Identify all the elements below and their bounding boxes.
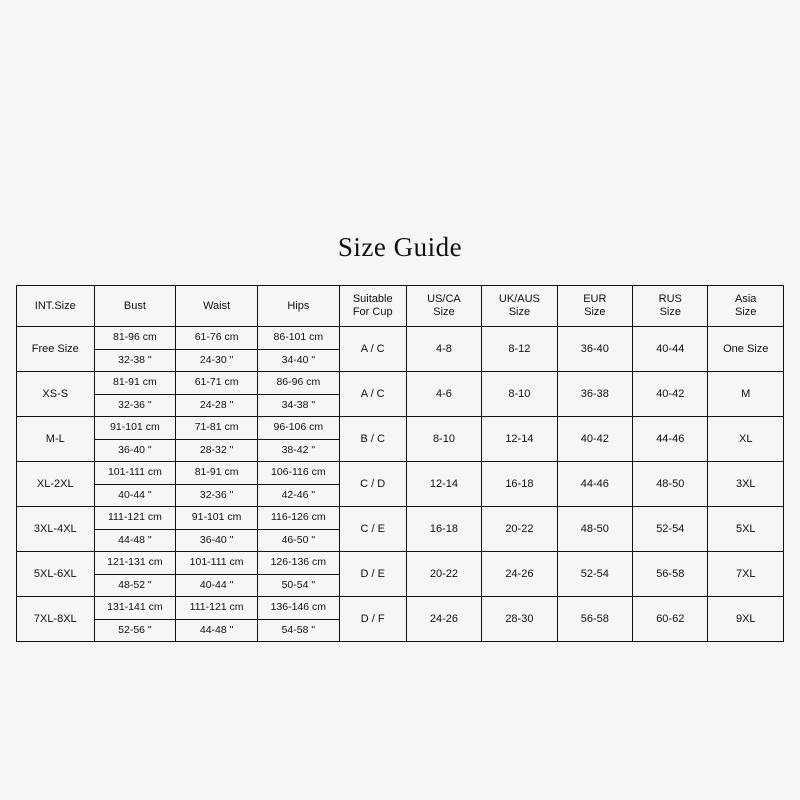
dual-value — [176, 462, 257, 506]
value-inch: 28-32 " — [199, 443, 234, 456]
column-header-label: INT.Size — [34, 299, 76, 312]
value-inch: 36-40 " — [199, 533, 234, 546]
cell-int-size: 3XL-4XL — [17, 507, 95, 552]
cell-bust — [94, 372, 176, 417]
column-header-label-line2: Size — [735, 306, 757, 318]
value-inch: 52-56 " — [118, 623, 152, 636]
cell-hips — [257, 417, 339, 462]
dual-value — [95, 372, 176, 416]
cell-waist — [176, 597, 258, 642]
cell-rus: 56-58 — [633, 552, 708, 597]
column-header-label-line2: Size — [433, 306, 455, 318]
column-header-hips — [257, 286, 339, 327]
value-inch: 34-38 " — [281, 398, 316, 411]
cell-rus: 52-54 — [633, 507, 708, 552]
column-header-label-line2: Size — [508, 306, 531, 318]
value-cm: 81-91 cm — [95, 372, 176, 395]
table-row — [17, 507, 784, 552]
dual-value — [95, 552, 176, 596]
cell-asia: XL — [708, 417, 784, 462]
value-cm: 116-126 cm — [258, 507, 339, 530]
column-header-suitable-for-cup — [339, 286, 406, 327]
cell-cup: C / D — [339, 462, 406, 507]
table-row — [17, 417, 784, 462]
table-row — [17, 462, 784, 507]
cell-us-ca: 20-22 — [406, 552, 481, 597]
cell-uk-aus: 8-12 — [482, 327, 557, 372]
cell-bust — [94, 552, 176, 597]
value-inch: 32-36 " — [199, 488, 234, 501]
value-inch: 32-38 " — [118, 353, 152, 366]
size-guide-table-wrap — [16, 285, 784, 642]
column-header-label-line2: For Cup — [352, 306, 393, 318]
cell-int-size: M-L — [17, 417, 95, 462]
cell-rus: 60-62 — [633, 597, 708, 642]
cell-hips — [257, 462, 339, 507]
value-cm: 61-71 cm — [176, 372, 257, 395]
dual-value — [258, 372, 339, 416]
page-title: Size Guide — [337, 232, 463, 262]
column-header-uk-aus-size — [482, 286, 557, 327]
cell-cup: D / E — [339, 552, 406, 597]
value-inch: 24-30 " — [199, 353, 234, 366]
column-header-label-line1: EUR — [583, 293, 607, 305]
value-cm: 101-111 cm — [95, 462, 176, 485]
cell-bust — [94, 507, 176, 552]
dual-value — [258, 462, 339, 506]
cell-int-size: Free Size — [17, 327, 95, 372]
cell-uk-aus: 20-22 — [482, 507, 557, 552]
cell-hips — [257, 597, 339, 642]
cell-uk-aus: 24-26 — [482, 552, 557, 597]
value-cm: 91-101 cm — [95, 417, 176, 440]
value-inch: 42-46 " — [281, 488, 316, 501]
cell-rus: 44-46 — [633, 417, 708, 462]
cell-eur: 48-50 — [557, 507, 632, 552]
cell-waist — [176, 462, 258, 507]
value-cm: 91-101 cm — [176, 507, 257, 530]
value-inch: 40-44 " — [118, 488, 152, 501]
dual-value — [95, 462, 176, 506]
cell-us-ca: 12-14 — [406, 462, 481, 507]
column-header-label-line1: UK/AUS — [498, 293, 540, 305]
cell-rus: 40-42 — [633, 372, 708, 417]
cell-hips — [257, 552, 339, 597]
cell-eur: 52-54 — [557, 552, 632, 597]
column-header-bust — [94, 286, 176, 327]
cell-cup: B / C — [339, 417, 406, 462]
value-inch: 44-48 " — [199, 623, 234, 636]
cell-uk-aus: 12-14 — [482, 417, 557, 462]
cell-us-ca: 24-26 — [406, 597, 481, 642]
cell-hips — [257, 327, 339, 372]
column-header-us-ca-size — [406, 286, 481, 327]
column-header-rus-size — [633, 286, 708, 327]
dual-value — [176, 372, 257, 416]
dual-value — [258, 552, 339, 596]
value-cm: 101-111 cm — [176, 552, 257, 575]
dual-value — [258, 597, 339, 641]
value-cm: 131-141 cm — [95, 597, 176, 620]
value-cm: 61-76 cm — [176, 327, 257, 350]
table-row — [17, 597, 784, 642]
cell-eur: 36-40 — [557, 327, 632, 372]
dual-value — [258, 507, 339, 551]
cell-waist — [176, 372, 258, 417]
cell-eur: 40-42 — [557, 417, 632, 462]
cell-waist — [176, 327, 258, 372]
cell-uk-aus: 8-10 — [482, 372, 557, 417]
column-header-label-line1: Asia — [735, 293, 757, 305]
cell-rus: 40-44 — [633, 327, 708, 372]
cell-uk-aus: 28-30 — [482, 597, 557, 642]
column-header-label: Waist — [203, 299, 231, 312]
cell-bust — [94, 462, 176, 507]
table-row — [17, 372, 784, 417]
value-cm: 111-121 cm — [176, 597, 257, 620]
dual-value — [258, 417, 339, 461]
value-inch: 38-42 " — [281, 443, 316, 456]
cell-eur: 56-58 — [557, 597, 632, 642]
value-cm: 71-81 cm — [176, 417, 257, 440]
cell-asia: M — [708, 372, 784, 417]
value-cm: 86-96 cm — [258, 372, 339, 395]
column-header-waist — [176, 286, 258, 327]
value-inch: 44-48 " — [118, 533, 152, 546]
cell-asia: One Size — [708, 327, 784, 372]
value-cm: 81-91 cm — [176, 462, 257, 485]
cell-asia: 3XL — [708, 462, 784, 507]
value-inch: 32-36 " — [118, 398, 152, 411]
dual-value — [176, 507, 257, 551]
size-guide-table — [16, 285, 784, 642]
cell-asia: 7XL — [708, 552, 784, 597]
column-header-eur-size — [557, 286, 632, 327]
cell-bust — [94, 597, 176, 642]
cell-bust — [94, 327, 176, 372]
value-inch: 46-50 " — [281, 533, 316, 546]
value-inch: 24-28 " — [199, 398, 234, 411]
cell-int-size: XS-S — [17, 372, 95, 417]
cell-uk-aus: 16-18 — [482, 462, 557, 507]
table-header — [17, 286, 784, 327]
value-cm: 106-116 cm — [258, 462, 339, 485]
cell-hips — [257, 372, 339, 417]
dual-value — [176, 417, 257, 461]
table-body — [17, 327, 784, 642]
value-cm: 111-121 cm — [95, 507, 176, 530]
cell-asia: 5XL — [708, 507, 784, 552]
dual-value — [95, 597, 176, 641]
cell-int-size: 5XL-6XL — [17, 552, 95, 597]
column-header-label-line2: Size — [584, 306, 606, 318]
column-header-label-line1: Suitable — [352, 293, 393, 305]
value-inch: 40-44 " — [199, 578, 234, 591]
dual-value — [95, 327, 176, 371]
cell-cup: A / C — [339, 327, 406, 372]
cell-eur: 36-38 — [557, 372, 632, 417]
value-inch: 48-52 " — [118, 578, 152, 591]
column-header-int-size — [17, 286, 95, 327]
cell-us-ca: 4-8 — [406, 327, 481, 372]
cell-waist — [176, 552, 258, 597]
column-header-label-line2: Size — [659, 306, 681, 318]
cell-us-ca: 4-6 — [406, 372, 481, 417]
dual-value — [95, 507, 176, 551]
column-header-asia-size — [708, 286, 784, 327]
cell-asia: 9XL — [708, 597, 784, 642]
column-header-label-line1: RUS — [658, 293, 682, 305]
cell-waist — [176, 507, 258, 552]
column-header-label-line1: US/CA — [427, 293, 461, 305]
cell-cup: D / F — [339, 597, 406, 642]
cell-int-size: XL-2XL — [17, 462, 95, 507]
value-cm: 121-131 cm — [95, 552, 176, 575]
dual-value — [176, 597, 257, 641]
table-row — [17, 552, 784, 597]
value-inch: 34-40 " — [281, 353, 316, 366]
value-cm: 136-146 cm — [258, 597, 339, 620]
column-header-label: Bust — [123, 299, 146, 312]
cell-us-ca: 16-18 — [406, 507, 481, 552]
value-inch: 36-40 " — [118, 443, 152, 456]
cell-cup: A / C — [339, 372, 406, 417]
cell-hips — [257, 507, 339, 552]
column-header-label: Hips — [287, 299, 310, 312]
cell-eur: 44-46 — [557, 462, 632, 507]
cell-bust — [94, 417, 176, 462]
value-cm: 96-106 cm — [258, 417, 339, 440]
dual-value — [258, 327, 339, 371]
dual-value — [95, 417, 176, 461]
cell-int-size: 7XL-8XL — [17, 597, 95, 642]
value-cm: 86-101 cm — [258, 327, 339, 350]
cell-waist — [176, 417, 258, 462]
dual-value — [176, 327, 257, 371]
cell-us-ca: 8-10 — [406, 417, 481, 462]
cell-rus: 48-50 — [633, 462, 708, 507]
value-cm: 81-96 cm — [95, 327, 176, 350]
table-header-row — [17, 286, 784, 327]
value-inch: 54-58 " — [281, 623, 316, 636]
cell-cup: C / E — [339, 507, 406, 552]
table-row — [17, 327, 784, 372]
dual-value — [176, 552, 257, 596]
value-cm: 126-136 cm — [258, 552, 339, 575]
value-inch: 50-54 " — [281, 578, 316, 591]
